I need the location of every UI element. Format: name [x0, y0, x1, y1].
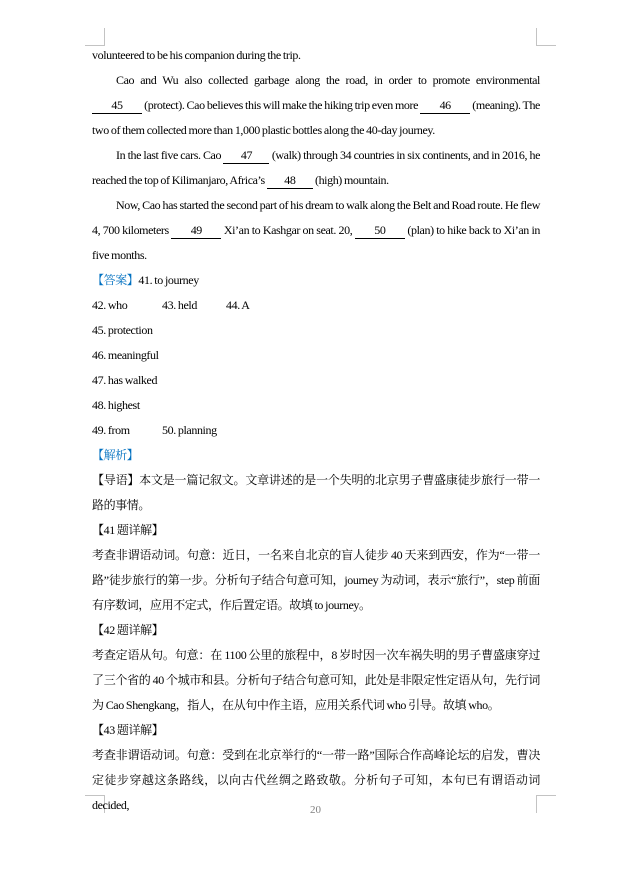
section-marker: 【答案】	[92, 273, 139, 287]
answer-blank: 46	[420, 99, 470, 114]
answer-47	[92, 368, 540, 393]
para-daoyu	[92, 468, 540, 518]
text-run: 【43 题详解】	[92, 723, 164, 737]
heading-41-detail	[92, 518, 540, 543]
answer-column: 42. who	[92, 298, 128, 312]
para-garbage	[92, 68, 540, 143]
answer-45	[92, 318, 540, 343]
answer-blank: 48	[267, 174, 313, 189]
text-run: 48. highest	[92, 398, 140, 412]
text-run: 45. protection	[92, 323, 153, 337]
answer-column: 43. held	[162, 298, 197, 312]
text-run: 【42 题详解】	[92, 623, 164, 637]
text-run: Now, Cao has started the second part of his dream to walk along the Belt and Road route. He flew 4, 700 kilometers	[92, 198, 540, 237]
answer-46	[92, 343, 540, 368]
text-run: Cao and Wu also collected garbage along the road, in order to promote environmental	[116, 73, 540, 87]
para-42-explain	[92, 643, 540, 718]
page-number: 20	[310, 804, 321, 816]
answer-column: 49. from	[92, 423, 130, 437]
text-run: (plan) to hike back to Xi’an in five months.	[92, 223, 540, 262]
answers-42-44	[92, 293, 540, 318]
text-run: (protect). Cao believes this will make the hiking trip even more	[142, 98, 421, 112]
para-41-explain	[92, 543, 540, 618]
text-run: 【导语】本文是一篇记叙文。文章讲述的是一个失明的北京男子曹盛康徒步旅行一带一路的事情。	[92, 473, 540, 512]
text-run: 【41 题详解】	[92, 523, 164, 537]
text-run: 47. has walked	[92, 373, 158, 387]
answer-41	[92, 268, 540, 293]
answer-blank: 45	[92, 99, 142, 114]
text-run: In the last five cars. Cao	[116, 148, 224, 162]
document-body	[92, 43, 540, 818]
heading-42-detail	[92, 618, 540, 643]
text-run: Xi’an to Kashgar on seat. 20,	[221, 223, 355, 237]
answer-blank: 50	[355, 224, 405, 239]
text-run: 46. meaningful	[92, 348, 159, 362]
para-kilimanjaro	[92, 143, 540, 193]
text-run: (walk) through 34 countries in six continents, and in 2016, he reached the top of Kilimanjaro, Africa’s	[92, 148, 540, 187]
answer-blank: 49	[171, 224, 221, 239]
para-belt-and-road	[92, 193, 540, 268]
text-run: volunteered to be his companion during the trip.	[92, 48, 301, 62]
answer-blank: 47	[223, 149, 269, 164]
answers-49-50	[92, 418, 540, 443]
text-run: 44. A	[226, 298, 250, 312]
section-marker: 【解析】	[92, 448, 139, 462]
analysis-marker	[92, 443, 540, 468]
text-run: 考查非谓语动词。句意：近日，一名来自北京的盲人徒步 40 天来到西安，作为“一带一路”徒步旅行的第一步。分析句子结合句意可知，journey 为动词，表示“旅行”，step 前面有序数词，应用不定式，作后置定语。故填 to journey。	[92, 548, 540, 612]
text-run: 考查非谓语动词。句意：受到在北京举行的“一带一路”国际合作高峰论坛的启发，曹决定徒步穿越这条路线，以向古代丝绸之路致敬。分析句子可知，本句已有谓语动词 decided,	[92, 748, 540, 812]
answer-48	[92, 393, 540, 418]
text-run: 41. to journey	[138, 273, 199, 287]
text-run: (high) mountain.	[312, 173, 389, 187]
text-run: 50. planning	[162, 423, 217, 437]
para-trip-end	[92, 43, 540, 68]
text-run: 考查定语从句。句意：在 1100 公里的旅程中，8 岁时因一次车祸失明的男子曹盛康穿过了三个省的 40 个城市和县。分析句子结合句意可知，此处是非限定性定语从句，先行词为 Cao Shengkang，指人，在从句中作主语，应用关系代词 who 引导。故填 who。	[92, 648, 540, 712]
text-run: (meaning). The two of them collected more than 1,000 plastic bottles along the 40-day journey.	[92, 98, 540, 137]
heading-43-detail	[92, 718, 540, 743]
